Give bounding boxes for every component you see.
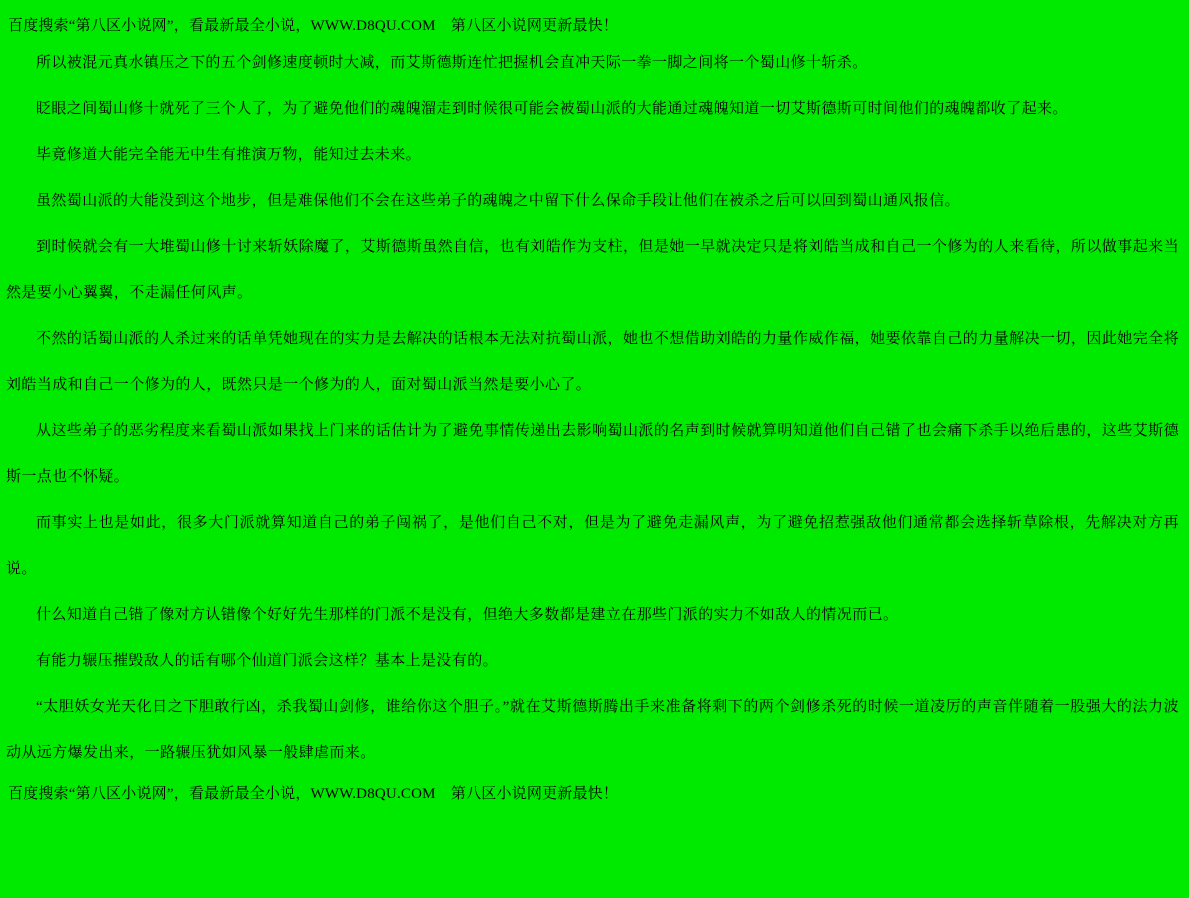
paragraph: 什么知道自己错了像对方认错像个好好先生那样的门派不是没有，但绝大多数都是建立在那些门派的实力不如敌人的情况而已。 [36,607,899,623]
paragraph: 毕竟修道大能完全能无中生有推演万物，能知过去未来。 [36,147,422,163]
paragraph: 所以被混元真水镇压之下的五个剑修速度顿时大减，而艾斯德斯连忙把握机会直冲天际一拳一脚之间将一个蜀山修十斩杀。 [36,55,868,71]
paragraph: 眨眼之间蜀山修十就死了三个人了，为了避免他们的魂魄溜走到时候很可能会被蜀山派的大能通过魂魄知道一切艾斯德斯可时间他们的魂魄都收了起来。 [36,101,1068,117]
site-banner-bottom: 百度搜索“第八区小说网”，看最新最全小说，WWW.D8QU.COM 第八区小说网更新最快！ [8,786,619,802]
paragraph: 虽然蜀山派的大能没到这个地步，但是难保他们不会在这些弟子的魂魄之中留下什么保命手段让他们在被杀之后可以回到蜀山通风报信。 [36,193,961,209]
paragraph: 有能力辗压摧毁敌人的话有哪个仙道门派会这样？基本上是没有的。 [36,653,499,669]
site-banner-top: 百度搜索“第八区小说网”，看最新最全小说，WWW.D8QU.COM 第八区小说网更新最快！ [8,18,619,34]
paragraph: 到时候就会有一大堆蜀山修十讨来斩妖除魔了，艾斯德斯虽然自信，也有刘皓作为支柱，但是她一早就决定只是将刘皓当成和自己一个修为的人来看待，所以做事起来当然是要小心翼翼，不走漏任何风声。 [6,239,1179,301]
paragraph: 从这些弟子的恶劣程度来看蜀山派如果找上门来的话估计为了避免事情传递出去影响蜀山派的名声到时候就算明知道他们自己错了也会痛下杀手以绝后患的，这些艾斯德斯一点也不怀疑。 [6,423,1179,485]
paragraph: 不然的话蜀山派的人杀过来的话单凭她现在的实力是去解决的话根本无法对抗蜀山派，她也不想借助刘皓的力量作威作福，她要依靠自己的力量解决一切，因此她完全将刘皓当成和自己一个修为的人，既然只是一个修为的人，面对蜀山派当然是要小心了。 [6,331,1179,393]
paragraph: “太胆妖女光天化日之下胆敢行凶，杀我蜀山剑修，谁给你这个胆子。”就在艾斯德斯腾出手来准备将剩下的两个剑修杀死的时候一道凌厉的声音伴随着一股强大的法力波动从远方爆发出来，一路辗压犹如风暴一般肆虐而来。 [6,699,1179,761]
novel-body [0,40,1189,776]
paragraph: 而事实上也是如此，很多大门派就算知道自己的弟子闯祸了，是他们自己不对，但是为了避免走漏风声，为了避免招惹强敌他们通常都会选择斩草除根，先解决对方再说。 [6,515,1179,577]
